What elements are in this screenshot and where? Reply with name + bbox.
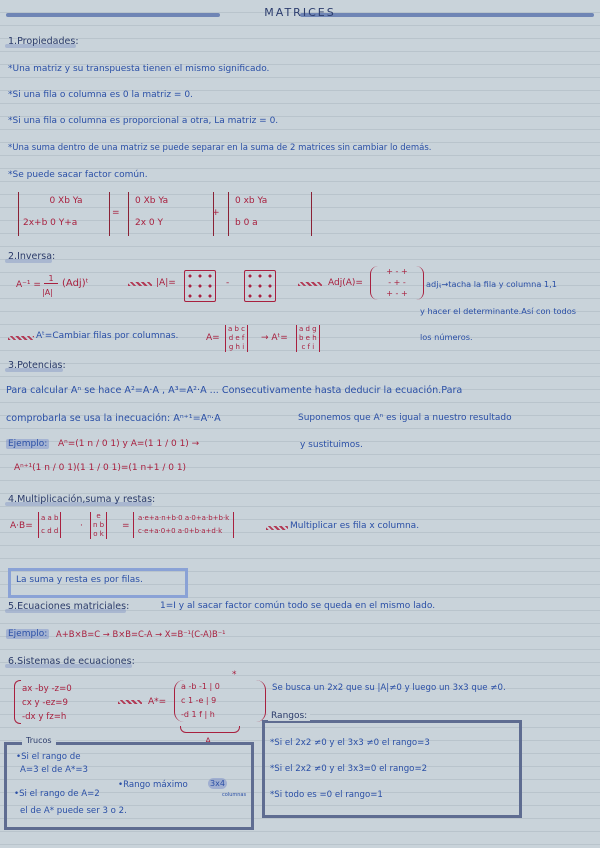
plus-sign: + (212, 208, 220, 218)
determinant-2 (128, 192, 214, 236)
page-title: MATRICES (264, 6, 336, 19)
s1-item-2: *Si una fila o columna es 0 la matriz = 0. (8, 90, 193, 100)
matrix-A-row3: g h i (228, 343, 245, 351)
augmented-row-2: c 1 -e | 9 (181, 696, 217, 705)
adj-transpose: (Adj)ᵗ (62, 278, 89, 289)
dot-sign: · (80, 521, 83, 531)
adj-A: Adj(A)= (328, 278, 363, 288)
equation-system (22, 682, 72, 724)
section-1-heading: 1.Propiedades: (8, 36, 79, 47)
s1-item-5: *Se puede sacar factor común. (8, 170, 148, 180)
matrix-At-row1: a d g (299, 325, 317, 333)
dot-matrix-2 (244, 270, 276, 302)
truco-max-note: columnas (222, 792, 247, 798)
matrix-m1 (38, 512, 61, 538)
squiggle-arrow (128, 282, 152, 286)
truco-max: •Rango máximo (118, 780, 188, 790)
squiggle-arrow (298, 282, 322, 286)
minus-sign: - (226, 278, 230, 288)
dot-matrix-1 (184, 270, 216, 302)
det2-row1: 0 Xb Ya (135, 196, 169, 206)
truco-2b: el de A* puede ser 3 o 2. (20, 806, 127, 816)
example-label: Ejemplo: (8, 439, 48, 449)
example-formula: Aⁿ=(1 n / 0 1) y A=(1 1 / 0 1) → (58, 439, 200, 449)
m2-row2: n b (93, 521, 105, 529)
section-5-rest: 1=I y al sacar factor común todo se queda en el mismo lado. (160, 601, 436, 611)
section-4-heading: 4.Multiplicación,suma y restas: (8, 494, 156, 505)
multiply-note: Multiplicar es fila x columna. (290, 521, 420, 531)
augmented-row-3: -d 1 f | h (181, 710, 215, 719)
augmented-row-1: a -b -1 | 0 (181, 682, 220, 691)
example-result: Aⁿ⁺¹(1 n / 0 1)(1 1 / 0 1)=(1 n+1 / 0 1) (14, 463, 187, 473)
A-equals: A= (206, 333, 220, 343)
adj-note-3: los números. (420, 332, 473, 342)
determinant-1 (18, 192, 110, 236)
truco-1b: A=3 el de A*=3 (20, 765, 89, 775)
section-3-heading: 3.Potencias: (8, 360, 66, 371)
potencias-line-2: comprobarla se usa la inecuación: Aⁿ⁺¹=Aⁿ·A (6, 413, 221, 424)
matrix-m2 (90, 512, 107, 539)
frac-den: |A| (42, 288, 53, 297)
matrix-A-row1: a b c (228, 325, 246, 333)
squiggle-arrow (266, 526, 288, 530)
det2-row2: 2x 0 Y (135, 218, 163, 228)
potencias-line-2b: Suponemos que Aⁿ es igual a nuestro resultado (298, 413, 512, 423)
s1-item-3: *Si una fila o columna es proporcional a otra, La matriz = 0. (8, 116, 279, 126)
potencias-line-1: Para calcular Aⁿ se hace A²=A·A , A³=A²·A ... Consecutivamente hasta deducir la ecuación.Para (6, 385, 463, 396)
system-brace (14, 680, 21, 724)
matrix-At (296, 325, 320, 352)
matrix-A-row2: d e f (228, 334, 245, 342)
section-5-heading: 5.Ecuaciones matriciales: (8, 601, 130, 612)
system-eq-2: cx y -ez=9 (22, 698, 68, 708)
AB-label: A·B= (10, 521, 33, 531)
transpose-note: Aᵗ=Cambiar filas por columnas. (36, 331, 179, 341)
det3-row1: 0 xb Ya (235, 196, 268, 206)
rangos-label: Rangos: (268, 711, 310, 721)
section-2-heading: 2.Inversa: (8, 251, 56, 262)
example-label: Ejemplo: (8, 629, 48, 639)
rango-1: *Si todo es =0 el rango=1 (270, 790, 383, 800)
section-6-heading: 6.Sistemas de ecuaciones: (8, 656, 135, 667)
suma-resta-text: La suma y resta es por filas. (16, 575, 143, 585)
system-eq-3: -dx y fz=h (22, 712, 67, 722)
s1-item-4: *Una suma dentro de una matriz se puede separar en la suma de 2 matrices sin cambiar lo demás. (8, 143, 432, 153)
matrix-At-row2: b e h (299, 334, 317, 342)
abs-A: |A|= (156, 278, 176, 288)
augmented-matrix (174, 680, 266, 722)
adj-note-1: adjᵢⱼ→tacha la fila y columna 1,1 (426, 279, 557, 289)
m1-row1: a a b (41, 514, 59, 522)
sign-row-2: - + - (388, 278, 406, 287)
rango-3: *Si el 2x2 ≠0 y el 3x3 ≠0 el rango=3 (270, 738, 430, 748)
A-label: A (205, 737, 212, 747)
matrix-result (133, 512, 234, 538)
squiggle-arrow (8, 336, 34, 340)
result-row1: a·e+a·n+b·0 a·0+a·b+b·k (138, 514, 230, 522)
rango-2: *Si el 2x2 ≠0 y el 3x3=0 el rango=2 (270, 764, 428, 774)
rank-description: Se busca un 2x2 que su |A|≠0 y luego un 3x3 que ≠0. (272, 683, 506, 693)
asterisk-mark: * (232, 670, 237, 680)
truco-1a: •Si el rango de (16, 752, 81, 762)
arrow-At: → Aᵗ= (261, 333, 288, 343)
inverse-lhs: A⁻¹ = (16, 280, 41, 290)
det3-row2: b 0 a (235, 218, 258, 228)
matrix-equation-example: A+B×B=C → B×B=C-A → X=B⁻¹(C-A)B⁻¹ (56, 629, 226, 639)
s1-item-1: *Una matriz y su transpuesta tienen el mismo significado. (8, 64, 270, 74)
substitute-note: y sustituimos. (300, 440, 363, 450)
result-row2: c·e+a·0+0 a·0+b·a+d·k (138, 527, 223, 535)
truco-2a: •Si el rango de A=2 (14, 789, 100, 799)
m2-row3: o k (93, 530, 104, 538)
sign-row-1: + - + (386, 267, 408, 276)
det1-row2: 2x+b 0 Y+a (23, 218, 78, 228)
matrix-At-row3: c f i (301, 343, 315, 351)
det1-row1: 0 Xb Ya (49, 196, 83, 206)
frac-num: 1 (44, 274, 58, 284)
squiggle-arrow (118, 700, 142, 704)
sign-row-3: + - + (386, 289, 408, 298)
equals-sign: = (122, 521, 130, 531)
system-eq-1: ax -by -z=0 (22, 684, 72, 694)
determinant-3 (228, 192, 312, 236)
sign-matrix (370, 266, 424, 300)
equals-sign: = (112, 208, 120, 218)
trucos-label: Trucos (22, 736, 56, 745)
truco-max-value: 3x4 (210, 779, 225, 788)
coefficient-brace (180, 726, 240, 733)
matrix-A (225, 325, 248, 352)
m1-row2: c d d (41, 527, 59, 535)
adj-note-2: y hacer el determinante.Así con todos (420, 306, 577, 316)
A-star-label: A*= (148, 697, 167, 707)
m2-row1: e (96, 512, 101, 520)
